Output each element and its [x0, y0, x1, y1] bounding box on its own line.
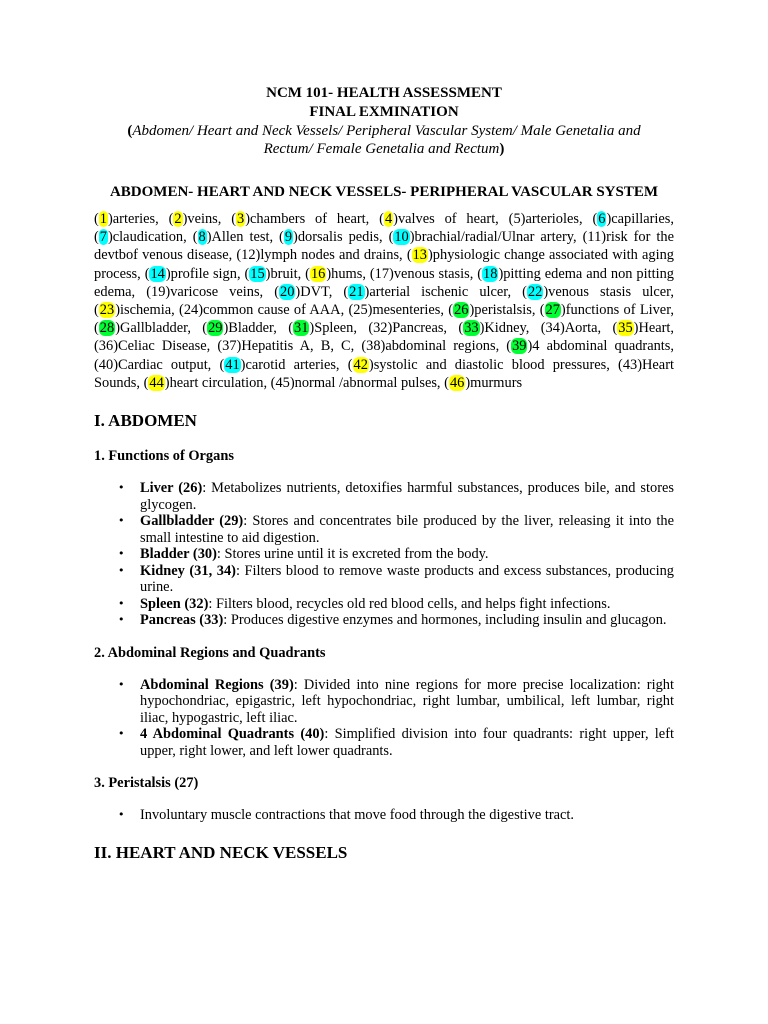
topic-number: 13	[412, 247, 427, 264]
topic-number: 3	[237, 211, 245, 227]
topic-text: arteries,	[112, 211, 169, 227]
topic-text: common cause of AAA,	[203, 302, 349, 319]
topic-number: 46	[449, 374, 465, 391]
topic-item: (17)venous stasis,	[369, 265, 478, 282]
topic-item: (8)Allen test,	[192, 229, 280, 246]
topic-number: 21	[349, 283, 364, 300]
topic-item: (44)heart circulation,	[143, 374, 271, 391]
topic-number: 31	[294, 320, 309, 337]
topic-item: (26)peristalsis,	[448, 302, 540, 319]
list-item-term: 4 Abdominal Quadrants (40)	[140, 726, 325, 743]
topic-text: Heart,	[638, 320, 674, 337]
topic-item: (23)ischemia,	[94, 302, 180, 319]
topic-item: (33)Kidney,	[458, 320, 541, 337]
topic-text: veins,	[187, 211, 232, 227]
topic-item: (29)Bladder,	[202, 320, 289, 337]
topic-item: (35)Heart,	[612, 320, 674, 337]
topic-number: 15	[250, 265, 265, 282]
topic-number: 11	[587, 229, 602, 246]
topic-number: 40	[98, 356, 114, 373]
topic-number: 20	[280, 283, 295, 300]
topic-number: 32	[373, 320, 388, 337]
list-item-text: : Divided into nine regions for more precise localization: right hypochondriac, epigastric, left hypochondriac, right lumbar, umbilical, left lumbar, right iliac, hypogastric, left iliac.	[140, 676, 674, 726]
list-item-text: : Produces digestive enzymes and hormones, including insulin and glucagon.	[223, 612, 667, 629]
topic-text: peristalsis,	[474, 302, 540, 319]
topic-item: (13)physiologic change associated with aging process,	[94, 247, 674, 282]
topic-number: 37	[222, 338, 237, 355]
topic-item: (5)arterioles,	[508, 211, 593, 227]
scope-line-1: Abdomen/ Heart and Neck Vessels/ Peripheral Vascular System/ Male Genetalia and	[132, 123, 641, 139]
list-item-text: : Filters blood to remove waste products and excess substances, producing urine.	[140, 562, 674, 596]
topic-number: 44	[149, 374, 164, 391]
topic-text: dorsalis pedis,	[297, 229, 389, 246]
topic-text: risk for the devtbof venous disease,	[94, 229, 674, 264]
topic-number: 23	[99, 302, 115, 319]
peristalsis-list	[94, 807, 674, 824]
topic-item: (4)valves of heart,	[379, 211, 509, 227]
topic-item: (7)claudication,	[94, 229, 193, 246]
list-item-term: Abdominal Regions (39)	[140, 676, 294, 693]
topic-text: valves of heart,	[397, 211, 509, 227]
topic-item: (24)common cause of AAA,	[179, 302, 349, 319]
topic-text: bruit,	[270, 265, 306, 282]
topic-item: (39)4 abdominal quadrants,	[506, 338, 675, 355]
topic-item: (36)Celiac Disease,	[94, 338, 218, 355]
topic-text: 4 abdominal quadrants,	[532, 338, 675, 355]
topic-number: 27	[545, 302, 560, 319]
regions-list	[94, 677, 674, 760]
topic-number: 29	[208, 320, 223, 337]
topic-number: 8	[198, 229, 206, 246]
topic-number: 2	[174, 211, 182, 227]
topic-text: Gallbladder,	[119, 320, 203, 337]
topic-number: 38	[366, 338, 381, 355]
topic-item: (21)arterial ischenic ulcer,	[343, 283, 523, 300]
topic-number: 16	[310, 265, 326, 282]
topic-text: murmurs	[470, 374, 523, 391]
topic-number: 19	[151, 283, 166, 300]
topic-item: (22)venous stasis ulcer,	[522, 283, 674, 300]
topic-number: 26	[454, 302, 469, 319]
topic-text: heart circulation,	[169, 374, 271, 391]
exam-title: FINAL EXMINATION	[309, 104, 459, 120]
topic-number: 33	[464, 320, 479, 337]
topic-text: arterial ischenic ulcer,	[369, 283, 523, 300]
topic-text: abdominal regions,	[385, 338, 507, 355]
topic-text: Kidney,	[484, 320, 541, 337]
topic-text: venous stasis ulcer,	[548, 283, 674, 300]
list-item	[140, 513, 674, 546]
topic-item: (10)brachial/radial/Ulnar artery,	[388, 229, 583, 246]
topic-text: ischemia,	[119, 302, 180, 319]
topic-item: (27)functions of Liver,	[539, 302, 675, 319]
topic-number: 43	[622, 356, 638, 373]
topic-number: 7	[99, 229, 107, 246]
topic-number: 4	[384, 211, 393, 227]
topic-item: (19)varicose veins,	[146, 283, 275, 300]
topic-number: 14	[150, 265, 165, 282]
topic-text: carotid arteries,	[245, 356, 348, 373]
topic-number: 17	[374, 265, 390, 282]
document-title: NCM 101- HEALTH ASSESSMENT	[266, 85, 502, 101]
list-item-term: Pancreas (33)	[140, 612, 224, 629]
topic-number: 36	[98, 338, 114, 355]
topic-number: 6	[598, 211, 606, 227]
topic-text: Spleen,	[314, 320, 369, 337]
topic-item: (11)risk for the devtbof venous disease,	[94, 229, 674, 264]
list-item-text: : Simplified division into four quadrants: right upper, left upper, right lower, and left lower quadrants.	[140, 726, 674, 759]
topic-text: venous stasis,	[393, 265, 478, 282]
topic-text: Bladder,	[228, 320, 289, 337]
topic-item: (37)Hepatitis A, B, C,	[217, 338, 362, 355]
list-item	[140, 480, 674, 513]
topic-number: 10	[394, 229, 409, 246]
topic-number: 42	[353, 356, 368, 373]
topic-text: Heart Sounds,	[94, 356, 674, 391]
peristalsis-heading: 3. Peristalsis (27)	[94, 775, 199, 792]
topic-item: (3)chambers of heart,	[231, 211, 380, 227]
topic-text: functions of Liver,	[565, 302, 675, 319]
topic-item: (28)Gallbladder,	[94, 320, 203, 337]
list-item-text: : Filters blood, recycles old red blood cells, and helps fight infections.	[208, 595, 611, 612]
topic-number: 25	[353, 302, 368, 319]
list-item	[140, 726, 674, 759]
list-item-term: Kidney (31, 34)	[140, 562, 236, 579]
topic-text: arterioles,	[525, 211, 593, 227]
topic-item: (16)hums,	[305, 265, 370, 282]
topic-number: 34	[545, 320, 560, 337]
topic-item: (40)Cardiac output,	[94, 356, 220, 373]
section-heading: ABDOMEN- HEART AND NECK VESSELS- PERIPHERAL VASCULAR SYSTEM	[109, 184, 659, 200]
list-item-text: : Stores and concentrates bile produced by the liver, releasing it into the small intestine to aid digestion.	[140, 513, 674, 546]
topic-number: 39	[512, 338, 527, 355]
list-item-text: : Metabolizes nutrients, detoxifies harmful substances, produces bile, and stores glycogen.	[140, 480, 674, 513]
topic-text: normal /abnormal pulses,	[294, 374, 445, 391]
list-item-text: Involuntary muscle contractions that move food through the digestive tract.	[140, 807, 575, 824]
topic-number: 12	[241, 247, 256, 264]
topic-text: capillaries,	[611, 211, 674, 227]
topic-item: (32)Pancreas,	[368, 320, 459, 337]
functions-list	[94, 480, 674, 629]
topic-number: 22	[527, 283, 543, 300]
topic-number: 5	[513, 211, 521, 227]
topic-number: 35	[618, 320, 633, 337]
topic-text: Allen test,	[211, 229, 280, 246]
topic-text: Hepatitis A, B, C,	[241, 338, 362, 355]
list-item-text: : Stores urine until it is excreted from the body.	[216, 546, 489, 563]
topic-item: (46)murmurs	[444, 374, 523, 391]
functions-heading: 1. Functions of Organs	[94, 448, 234, 465]
topic-item: (12)lymph nodes and drains,	[236, 247, 407, 264]
list-item-term: Gallbladder (29)	[140, 513, 244, 530]
topic-text: lymph nodes and drains,	[260, 247, 407, 264]
topic-text: mesenteries,	[372, 302, 449, 319]
topic-text: systolic and diastolic blood pressures,	[373, 356, 619, 373]
list-item	[140, 596, 674, 613]
topic-number: 9	[284, 229, 293, 246]
topic-number: 28	[99, 320, 115, 337]
topic-item: (1)arteries,	[94, 211, 169, 227]
topic-text: claudication,	[112, 229, 193, 246]
topic-text: profile sign,	[170, 265, 245, 282]
topic-number: 45	[275, 374, 290, 391]
topic-number: 24	[183, 302, 199, 319]
topic-item: (43)Heart Sounds,	[94, 356, 674, 391]
topic-item: (31)Spleen,	[288, 320, 369, 337]
topic-text: Aorta,	[564, 320, 613, 337]
regions-heading: 2. Abdominal Regions and Quadrants	[94, 644, 326, 661]
scope-line-2: Rectum/ Female Genetalia and Rectum	[263, 141, 500, 157]
list-item	[140, 677, 674, 727]
list-item	[140, 546, 674, 563]
topic-number: 18	[483, 265, 498, 282]
abdomen-heading: I. ABDOMEN	[94, 411, 197, 431]
topic-text: physiologic change associated with aging process,	[94, 247, 674, 282]
topic-text: varicose veins,	[170, 283, 275, 300]
topic-text: Pancreas,	[392, 320, 459, 337]
topic-list	[94, 210, 674, 392]
topic-item: (45)normal /abnormal pulses,	[270, 374, 445, 391]
document-page	[94, 84, 674, 864]
topic-item: (6)capillaries,	[592, 211, 674, 227]
topic-item: (38)abdominal regions,	[361, 338, 507, 355]
list-item-term: Spleen (32)	[140, 595, 209, 612]
topic-item: (34)Aorta,	[540, 320, 613, 337]
list-item-term: Bladder (30)	[140, 546, 217, 563]
topic-item: (25)mesenteries,	[348, 302, 449, 319]
topic-item: (9)dorsalis pedis,	[279, 229, 389, 246]
topic-text: Cardiac output,	[117, 356, 220, 373]
topic-number: 41	[225, 356, 240, 373]
topic-item: (42)systolic and diastolic blood pressures,	[347, 356, 619, 373]
exam-scope: (Abdomen/ Heart and Neck Vessels/ Peripheral Vascular System/ Male Genetalia and Rectum/ Female Genetalia and Rectum)	[127, 123, 641, 157]
list-item	[140, 612, 674, 629]
topic-text: hums,	[331, 265, 370, 282]
list-item	[140, 563, 674, 596]
topic-item: (15)bruit,	[244, 265, 306, 282]
topic-item: (20)DVT,	[274, 283, 344, 300]
heart-heading: II. HEART AND NECK VESSELS	[94, 842, 348, 862]
topic-number: 1	[99, 211, 107, 227]
list-item-term: Liver (26)	[140, 480, 203, 497]
list-item	[140, 807, 674, 824]
topic-text: Celiac Disease,	[117, 338, 218, 355]
topic-text: chambers of heart,	[250, 211, 380, 227]
topic-text: DVT,	[300, 283, 344, 300]
topic-text: brachial/radial/Ulnar artery,	[414, 229, 583, 246]
topic-text: pitting edema and non pitting edema,	[94, 265, 674, 300]
topic-item: (41)carotid arteries,	[219, 356, 348, 373]
topic-item: (2)veins,	[168, 211, 232, 227]
topic-item: (18)pitting edema and non pitting edema,	[94, 265, 674, 300]
topic-item: (14)profile sign,	[144, 265, 245, 282]
